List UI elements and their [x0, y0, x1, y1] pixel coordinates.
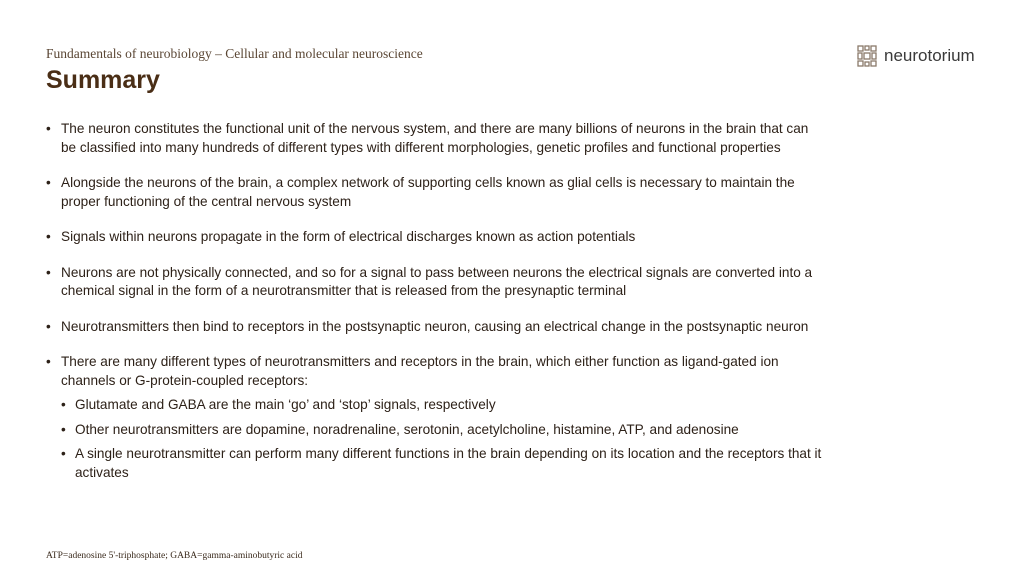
slide-title: Summary — [46, 66, 160, 94]
sub-bullet-list — [61, 396, 826, 482]
bullet-item: • Neurons are not physically connected, and so for a signal to pass between neurons the electrical signals are converted into a chemical signal in the form of a neurotransmitter that is released from the presynaptic terminal — [46, 264, 826, 301]
sub-bullet-item: • Glutamate and GABA are the main ‘go’ and ‘stop’ signals, respectively — [61, 396, 826, 415]
sub-bullet-item: • Other neurotransmitters are dopamine, noradrenaline, serotonin, acetylcholine, histamine, ATP, and adenosine — [61, 421, 826, 440]
bullet-item-with-sublist — [46, 353, 826, 482]
footnote: ATP=adenosine 5'-triphosphate; GABA=gamma-aminobutyric acid — [46, 551, 303, 561]
logo-text: neurotorium — [884, 46, 975, 65]
slide-subtitle: Fundamentals of neurobiology – Cellular and molecular neuroscience — [46, 46, 423, 61]
bullet-item: • Neurotransmitters then bind to receptors in the postsynaptic neuron, causing an electrical change in the postsynaptic neuron — [46, 318, 826, 337]
sub-bullet-item: • A single neurotransmitter can perform many different functions in the brain depending on its location and the receptors that it activates — [61, 445, 826, 482]
bullet-text: There are many different types of neurotransmitters and receptors in the brain, which either function as ligand-gated ion channels or G-protein-coupled receptors: — [61, 354, 779, 388]
neurotorium-logo — [856, 44, 975, 68]
bullet-item: • Signals within neurons propagate in the form of electrical discharges known as action potentials — [46, 228, 826, 247]
bullet-item: • Alongside the neurons of the brain, a complex network of supporting cells known as glial cells is necessary to maintain the proper functioning of the central nervous system — [46, 174, 826, 211]
neurotorium-logo-icon — [856, 44, 878, 68]
bullet-item: • The neuron constitutes the functional unit of the nervous system, and there are many billions of neurons in the brain that can be classified into many hundreds of different types with different morphologies, genetic profiles and functional properties — [46, 120, 826, 157]
summary-bullet-list — [46, 120, 826, 499]
